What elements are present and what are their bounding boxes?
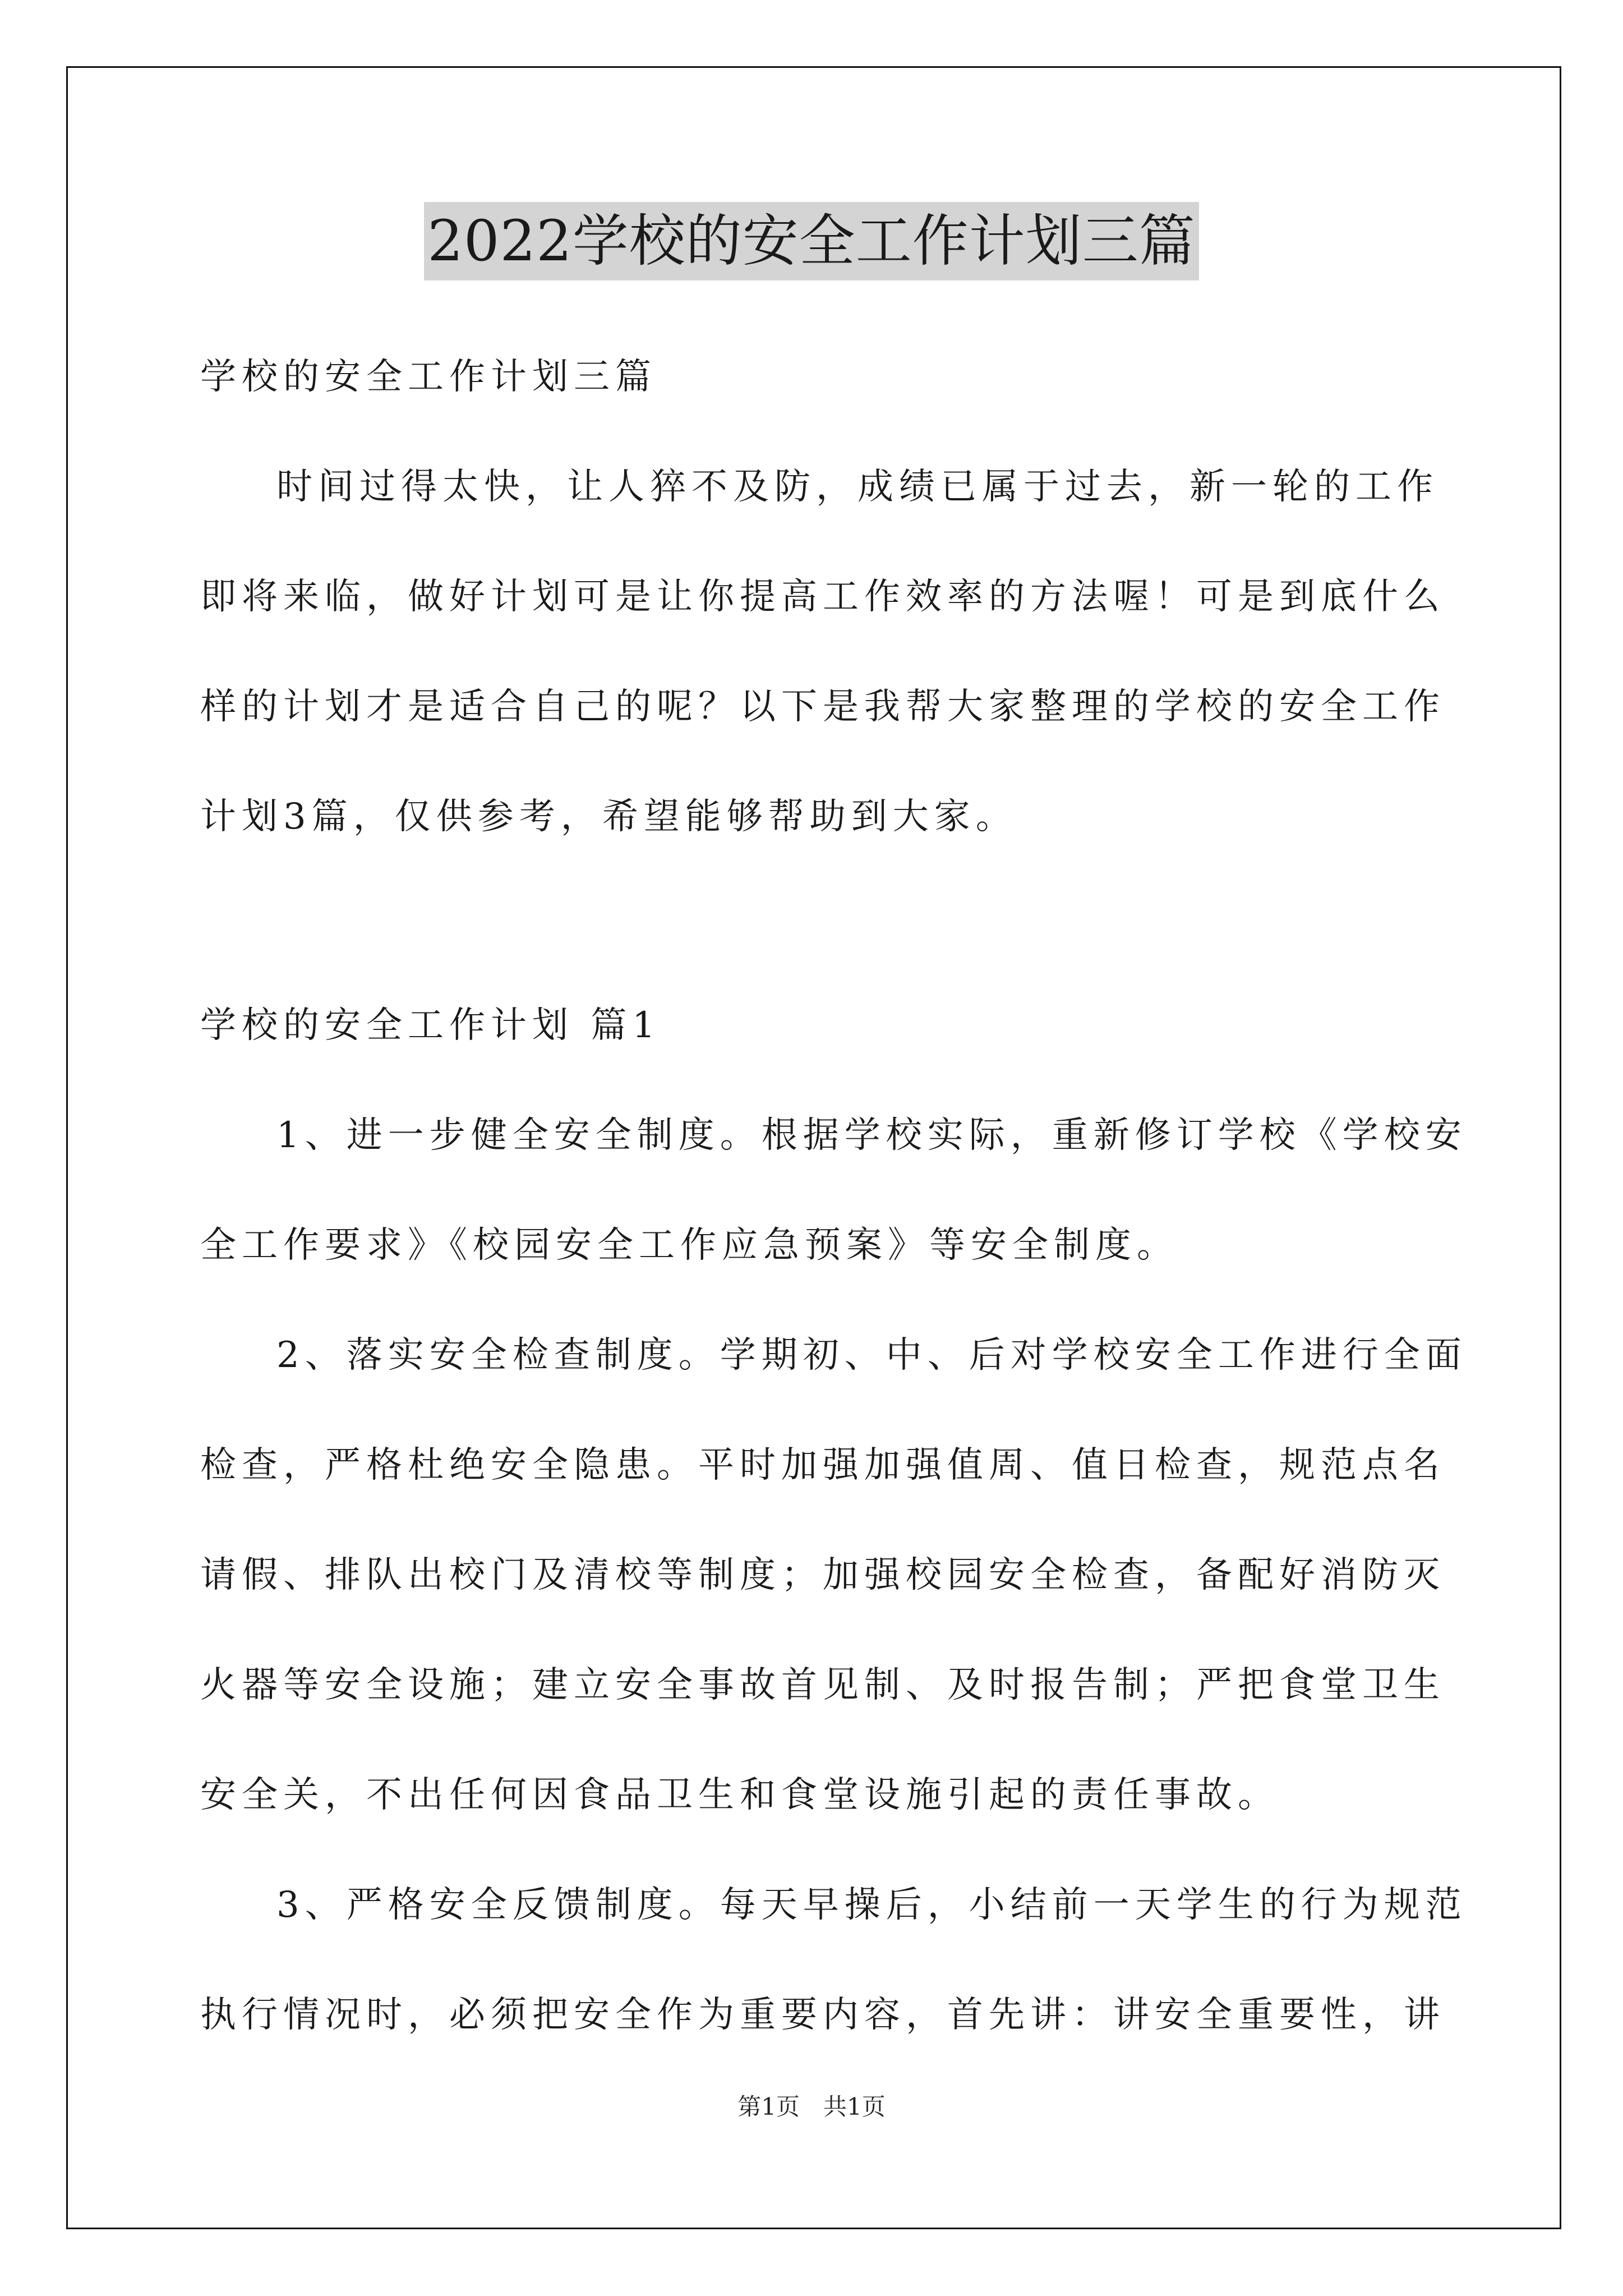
item3-line: 3、严格安全反馈制度。每天早操后，小结前一天学生的行为规范: [276, 1884, 1467, 1926]
item2-line: 安全关，不出任何因食品卫生和食堂设施引起的责任事故。: [200, 1774, 1279, 1816]
item1-line: 全工作要求》《校园安全工作应急预案》等安全制度。: [200, 1225, 1178, 1266]
intro-line: 即将来临，做好计划可是让你提高工作效率的方法喔！可是到底什么: [200, 576, 1445, 618]
document-subtitle: 学校的安全工作计划三篇: [200, 356, 657, 398]
intro-line: 时间过得太快，让人猝不及防，成绩已属于过去，新一轮的工作: [276, 466, 1438, 508]
item2-line: 检查，严格杜绝安全隐患。平时加强加强值周、值日检查，规范点名: [200, 1444, 1445, 1486]
item3-line: 执行情况时，必须把安全作为重要内容，首先讲：讲安全重要性，讲: [200, 1994, 1445, 2036]
intro-line: 计划3篇，仅供参考，希望能够帮助到大家。: [200, 796, 1017, 838]
item1-line: 1、进一步健全安全制度。根据学校实际，重新修订学校《学校安: [276, 1115, 1467, 1156]
item2-line: 2、落实安全检查制度。学期初、中、后对学校安全工作进行全面: [276, 1335, 1467, 1376]
intro-line: 样的计划才是适合自己的呢？以下是我帮大家整理的学校的安全工作: [200, 686, 1445, 728]
title-container: [0, 202, 1623, 280]
document-title: 2022学校的安全工作计划三篇: [424, 202, 1199, 280]
section-heading: 学校的安全工作计划 篇1: [200, 1005, 661, 1046]
page-number-footer: 第1页 共1页: [737, 2093, 886, 2120]
item2-line: 火器等安全设施；建立安全事故首见制、及时报告制；严把食堂卫生: [200, 1664, 1445, 1706]
item2-line: 请假、排队出校门及清校等制度；加强校园安全检查，备配好消防灭: [200, 1554, 1445, 1596]
